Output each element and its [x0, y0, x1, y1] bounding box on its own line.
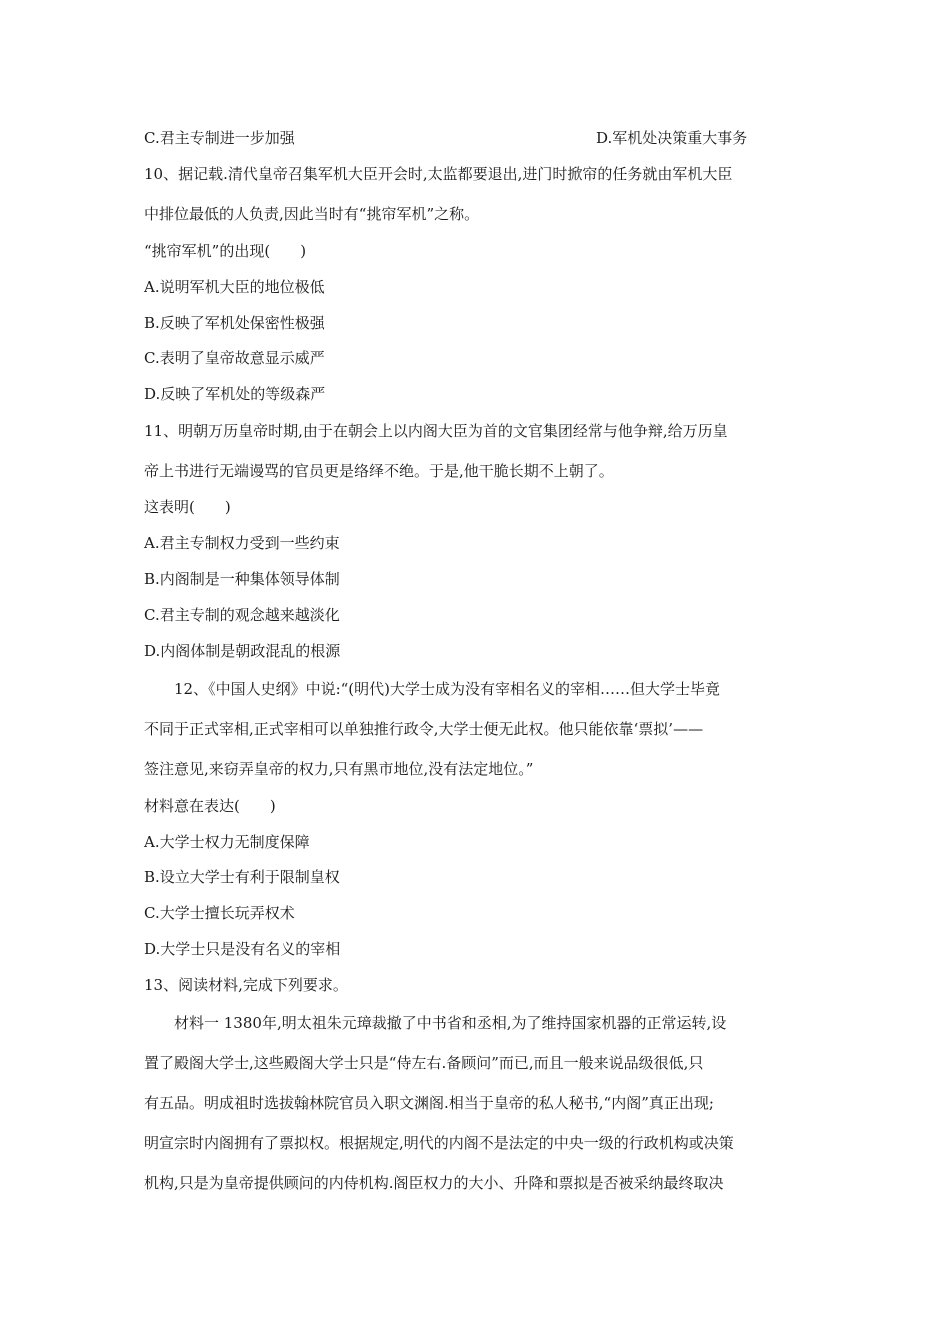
q11-option-a: A.君主专制权力受到一些约束	[144, 534, 340, 552]
q12-stem-line2: 不同于正式宰相,正式宰相可以单独推行政令,大学士便无此权。他只能依靠‘票拟’——	[144, 720, 704, 738]
q13-material-line: 材料一 1380年,明太祖朱元璋裁撤了中书省和丞相,为了维持国家机器的正常运转,设	[174, 1014, 727, 1032]
q13-material-line: 有五品。明成祖时选拔翰林院官员入职文渊阁.相当于皇帝的私人秘书,“内阁”真正出现;	[144, 1094, 714, 1112]
q11-option-c: C.君主专制的观念越来越淡化	[144, 606, 340, 624]
q10-option-c: C.表明了皇帝故意显示威严	[144, 349, 325, 367]
q12-option-a: A.大学士权力无制度保障	[144, 833, 310, 851]
q11-stem-line1: 11、明朝万历皇帝时期,由于在朝会上以内阁大臣为首的文官集团经常与他争辩,给万历皇	[144, 422, 728, 440]
q12-option-b: B.设立大学士有利于限制皇权	[144, 868, 340, 886]
q12-stem-line1: 12、《中国人史纲》中说:“(明代)大学士成为没有宰相名义的宰相……但大学士毕竟	[174, 680, 721, 698]
q11-question: 这表明( )	[144, 498, 231, 516]
q10-option-b: B.反映了军机处保密性极强	[144, 314, 325, 332]
q11-option-d: D.内阁体制是朝政混乱的根源	[144, 642, 341, 660]
q10-option-a: A.说明军机大臣的地位极低	[144, 278, 325, 296]
q13-material-line: 明宣宗时内阁拥有了票拟权。根据规定,明代的内阁不是法定的中央一级的行政机构或决策	[144, 1134, 734, 1152]
q13-material-line: 机构,只是为皇帝提供顾问的内侍机构.阁臣权力的大小、升降和票拟是否被采纳最终取决	[144, 1174, 724, 1192]
q10-question: “挑帘军机”的出现( )	[144, 242, 307, 260]
q13-material-line: 置了殿阁大学士,这些殿阁大学士只是“侍左右.备顾问”而已,而且一般来说品级很低,只	[144, 1054, 704, 1072]
q11-stem-line2: 帝上书进行无端谩骂的官员更是络绎不绝。于是,他干脆长期不上朝了。	[144, 462, 614, 480]
q10-option-d: D.反映了军机处的等级森严	[144, 385, 326, 403]
q12-stem-line3: 签注意见,来窃弄皇帝的权力,只有黑市地位,没有法定地位。”	[144, 760, 534, 778]
q12-question: 材料意在表达( )	[144, 797, 276, 815]
q13-stem: 13、阅读材料,完成下列要求。	[144, 976, 348, 994]
q9-option-c: C.君主专制进一步加强	[144, 129, 295, 147]
q12-option-d: D.大学士只是没有名义的宰相	[144, 940, 341, 958]
q11-option-b: B.内阁制是一种集体领导体制	[144, 570, 340, 588]
q10-stem-line1: 10、据记载.清代皇帝召集军机大臣开会时,太监都要退出,进门时掀帘的任务就由军机大臣	[144, 165, 733, 183]
q12-option-c: C.大学士擅长玩弄权术	[144, 904, 295, 922]
q9-option-d: D.军机处决策重大事务	[596, 129, 748, 147]
q10-stem-line2: 中排位最低的人负责,因此当时有“挑帘军机”之称。	[144, 205, 480, 223]
